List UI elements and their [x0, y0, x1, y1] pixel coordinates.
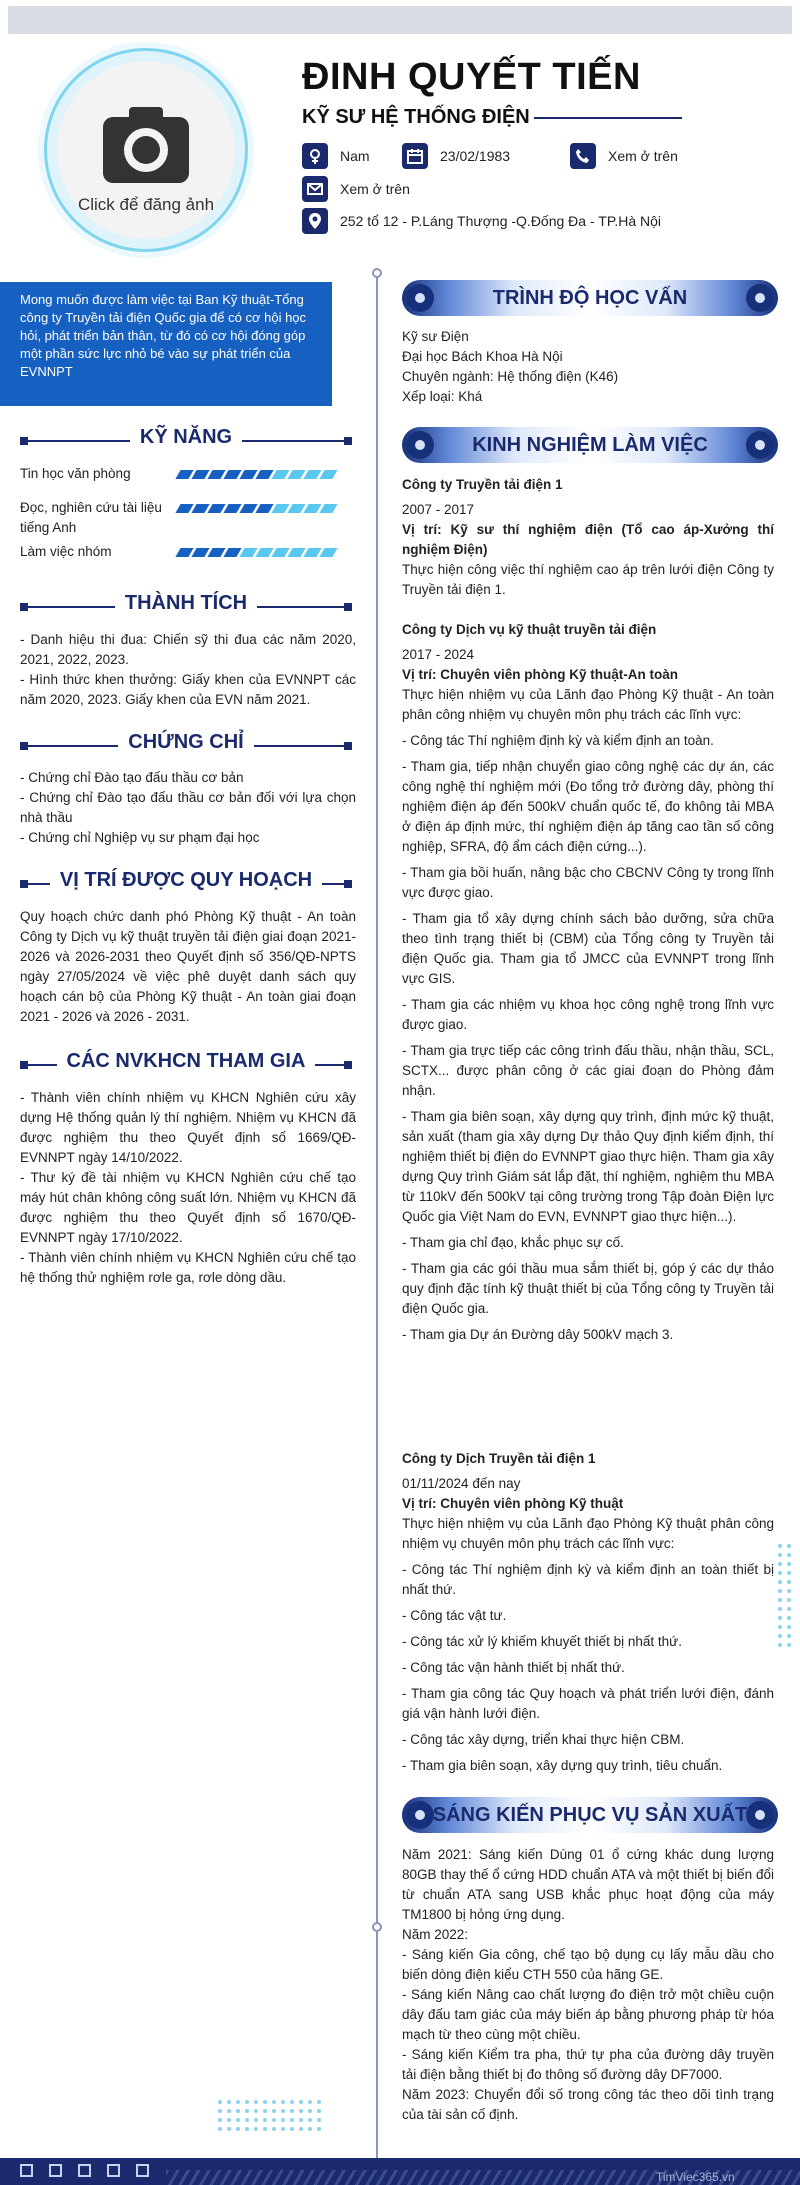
- decor-dots-bottom: [218, 2100, 321, 2131]
- decor-dot: [778, 1580, 782, 1584]
- decor-dot: [308, 2118, 312, 2122]
- timeline-dot-bottom: [372, 1922, 382, 1932]
- decor-dot: [236, 2100, 240, 2104]
- certificate-line: - Chứng chỉ Đào tạo đấu thầu cơ bản: [20, 770, 244, 785]
- job-duty: - Tham gia tổ xây dựng chính sách bảo dưỡng, sửa chữa theo tình trạng thiết bị (CBM) của Tổng công ty Truyền tải điện Quốc gia. Tham gia tổ JMCC của EVNNPT trong lĩnh vực GIS.: [402, 911, 774, 986]
- job-duty: - Tham gia biên soạn, xây dựng quy trình, tiêu chuẩn.: [402, 1758, 723, 1773]
- job-description: Thực hiện nhiệm vụ của Lãnh đạo Phòng Kỹ thuật phân công nhiệm vụ chuyên môn phụ trách các lĩnh vực:: [402, 1516, 774, 1551]
- decor-dot: [227, 2127, 231, 2131]
- decor-dot: [272, 2100, 276, 2104]
- innovation-line: Năm 2022:: [402, 1927, 469, 1942]
- achievement-line: - Danh hiệu thi đua: Chiến sỹ thi đua các năm 2020, 2021, 2022, 2023.: [20, 632, 356, 667]
- certificates-title: CHỨNG CHỈ: [118, 731, 253, 753]
- upload-photo-label: Click để đăng ảnh: [77, 195, 215, 214]
- job-position: Vị trí: Kỹ sư thí nghiệm điện (Tổ cao áp-Xưởng thí nghiệm Điện): [402, 522, 774, 557]
- job-period: 01/11/2024 đến nay: [402, 1476, 521, 1491]
- timeline-dot-top: [372, 268, 382, 278]
- planning-body: Quy hoạch chức danh phó Phòng Kỹ thuật - An toàn Công ty Dịch vụ kỹ thuật truyền tải điện giai đoạn 2021-2026 và 2026-2031 theo Quyết định số 356/QĐ-NPTS ngày 27/05/2024 về việc phê duyệt danh sách quy hoạch cán bộ của Phòng Kỹ thuật - An toàn giai đoạn 2021 - 2026 và 2026 - 2031.: [20, 909, 356, 1024]
- decor-dot: [787, 1598, 791, 1602]
- decor-dot: [299, 2109, 303, 2113]
- decor-dot: [263, 2118, 267, 2122]
- job-entry: [402, 620, 774, 1345]
- job-duty: - Công tác Thí nghiệm định kỳ và kiểm định an toàn.: [402, 733, 714, 748]
- decor-dot: [227, 2118, 231, 2122]
- education-line: Đại học Bách Khoa Hà Nội: [402, 349, 563, 364]
- education-line: Xếp loại: Khá: [402, 389, 483, 404]
- decor-dot: [299, 2127, 303, 2131]
- skill-segment: [319, 548, 337, 557]
- skill-segment: [319, 470, 337, 479]
- decor-dot: [254, 2127, 258, 2131]
- job-company: Công ty Dịch Truyền tải điện 1: [402, 1451, 596, 1466]
- dob-row: [402, 143, 510, 169]
- education-line: Chuyên ngành: Hệ thống điện (K46): [402, 369, 619, 384]
- certificates-heading: [20, 731, 352, 761]
- skill-level-bar: [178, 548, 335, 557]
- avatar-upload[interactable]: [44, 48, 248, 252]
- skill-level-bar: [178, 504, 335, 513]
- decor-dot: [787, 1607, 791, 1611]
- decor-dot: [236, 2118, 240, 2122]
- decor-dot: [787, 1580, 791, 1584]
- decor-dot: [778, 1625, 782, 1629]
- decor-dot: [263, 2127, 267, 2131]
- job-duty: - Tham gia trực tiếp các công trình đấu thầu, nhận thầu, SCL, SCTX... được phân công ở các giai đoạn do Phòng đảm nhận.: [402, 1043, 774, 1098]
- phone-row: [570, 143, 678, 169]
- job-title: KỸ SƯ HỆ THỐNG ĐIỆN: [302, 106, 530, 128]
- achievements-heading: [20, 592, 352, 622]
- decor-dot: [263, 2100, 267, 2104]
- decor-dot: [227, 2109, 231, 2113]
- job-description: Thực hiện nhiệm vụ của Lãnh đạo Phòng Kỹ thuật - An toàn phân công nhiệm vụ chuyên môn phụ trách các lĩnh vực:: [402, 687, 774, 722]
- watermark: TimViec365.vn: [656, 2170, 735, 2184]
- timeline-line: [376, 272, 378, 2160]
- research-line: - Thành viên chính nhiệm vụ KHCN Nghiên cứu chế tạo hệ thống thử nghiệm rơle ga, rơle dòng dầu.: [20, 1250, 356, 1285]
- decor-dot: [778, 1607, 782, 1611]
- decor-dot: [308, 2109, 312, 2113]
- research-heading: [20, 1050, 352, 1080]
- decor-dot: [778, 1616, 782, 1620]
- job-period: 2007 - 2017: [402, 502, 475, 517]
- job-duty: - Công tác xử lý khiếm khuyết thiết bị nhất thứ.: [402, 1634, 682, 1649]
- decor-dot: [778, 1598, 782, 1602]
- decor-dot: [218, 2127, 222, 2131]
- innovation-body: [402, 1845, 774, 2125]
- title-divider: [534, 117, 682, 119]
- education-line: Kỹ sư Điện: [402, 329, 469, 344]
- skill-name: Đọc, nghiên cứu tài liệu tiếng Anh: [20, 500, 162, 535]
- planning-title: VỊ TRÍ ĐƯỢC QUY HOẠCH: [50, 869, 322, 891]
- innovation-line: Năm 2023: Chuyển đổi số trong công tác theo dõi tình trạng của tài sản cố định.: [402, 2087, 774, 2122]
- job-entry: [402, 1449, 774, 1776]
- gender-value: Nam: [340, 148, 370, 164]
- calendar-icon: [402, 143, 428, 169]
- decor-dot: [299, 2100, 303, 2104]
- dob-value: 23/02/1983: [440, 148, 511, 164]
- email-row: [302, 176, 410, 202]
- skill-name: Làm việc nhóm: [20, 544, 112, 559]
- job-duty: - Công tác vật tư.: [402, 1608, 507, 1623]
- decor-dot: [778, 1643, 782, 1647]
- decor-dot: [281, 2118, 285, 2122]
- decor-dot: [245, 2109, 249, 2113]
- job-duty: - Tham gia các nhiệm vụ khoa học công nghệ trong lĩnh vực được giao.: [402, 997, 774, 1032]
- decor-dot: [290, 2118, 294, 2122]
- decor-dot: [272, 2109, 276, 2113]
- research-title: CÁC NVKHCN THAM GIA: [57, 1050, 316, 1072]
- certificates-body: [20, 768, 356, 848]
- decor-dot: [254, 2109, 258, 2113]
- innovation-line: - Sáng kiến Gia công, chế tạo bộ dụng cụ lấy mẫu dầu cho biến dòng điện kiểu CTH 550 của hãng GE.: [402, 1947, 774, 1982]
- skills-title: KỸ NĂNG: [130, 426, 242, 448]
- job-duty: - Công tác xây dựng, triển khai thực hiện CBM.: [402, 1732, 685, 1747]
- decor-dot: [218, 2109, 222, 2113]
- job-duty: - Tham gia công tác Quy hoạch và phát triển lưới điện, đánh giá vận hành lưới điện.: [402, 1686, 774, 1721]
- decor-dot: [778, 1553, 782, 1557]
- decor-dot: [317, 2127, 321, 2131]
- decor-dot: [787, 1544, 791, 1548]
- decor-dot: [272, 2127, 276, 2131]
- decor-dot: [245, 2100, 249, 2104]
- phone-icon: [570, 143, 596, 169]
- skill-level-bar: [178, 470, 335, 479]
- job-duty: - Tham gia bồi huấn, nâng bậc cho CBCNV Công ty trong lĩnh vực được giao.: [402, 865, 774, 900]
- decor-dot: [263, 2109, 267, 2113]
- career-objective: Mong muốn được làm việc tại Ban Kỹ thuật-Tổng công ty Truyền tải điện Quốc gia để có cơ hội học hỏi, phát triển bản thân, từ đó có cơ hội đóng góp một phần sức lực nhỏ bé vào sự phát triển của EVNNPT: [0, 282, 332, 406]
- job-company: Công ty Truyền tải điện 1: [402, 477, 563, 492]
- job-description: Thực hiện công việc thí nghiệm cao áp trên lưới điện Công ty Truyền tải điện 1.: [402, 562, 774, 597]
- innovation-line: - Sáng kiến Nâng cao chất lượng đo điện trở một chiều cuộn dây đấu tam giác của máy biến áp bằng phương pháp từ hóa mạch từ theo cùng một chiều.: [402, 1987, 774, 2042]
- decor-dot: [317, 2109, 321, 2113]
- gender-row: [302, 143, 370, 169]
- achievement-line: - Hình thức khen thưởng: Giấy khen của EVNNPT các năm 2020, 2023. Giấy khen của EVN năm 2021.: [20, 672, 356, 707]
- job-duty: - Công tác Thí nghiệm định kỳ và kiểm định an toàn thiết bị nhất thứ.: [402, 1562, 774, 1597]
- decor-dot: [778, 1571, 782, 1575]
- decor-dot: [778, 1544, 782, 1548]
- footer-squares: [20, 2164, 149, 2177]
- decor-dot: [290, 2100, 294, 2104]
- decor-dot: [227, 2100, 231, 2104]
- decor-dot: [281, 2100, 285, 2104]
- decor-dot: [787, 1571, 791, 1575]
- decor-dot: [787, 1616, 791, 1620]
- achievements-title: THÀNH TÍCH: [115, 592, 257, 614]
- decor-dot: [787, 1625, 791, 1629]
- email-icon: [302, 176, 328, 202]
- job-duty: - Tham gia chỉ đạo, khắc phục sự cố.: [402, 1235, 624, 1250]
- planning-heading: [20, 869, 352, 899]
- innovation-title: SÁNG KIẾN PHỤC VỤ SẢN XUẤT: [432, 1804, 748, 1826]
- candidate-name: ĐINH QUYẾT TIẾN: [302, 56, 641, 98]
- location-pin-icon: [302, 208, 328, 234]
- decor-dot: [787, 1553, 791, 1557]
- decor-dot: [787, 1643, 791, 1647]
- email-value: Xem ở trên: [340, 181, 410, 197]
- decor-dot: [290, 2127, 294, 2131]
- research-line: - Thư ký đề tài nhiệm vụ KHCN Nghiên cứu chế tạo máy hút chân không công suất lớn. Nhiệm vụ KHCN đã được nghiệm thu theo Quyết định số 1670/QĐ-EVNNPT ngày 17/10/2022.: [20, 1170, 356, 1245]
- decor-dot: [245, 2118, 249, 2122]
- experience-heading: [402, 427, 778, 463]
- decor-dot: [317, 2118, 321, 2122]
- job-duty: - Tham gia biên soạn, xây dựng quy trình, định mức kỹ thuật, sản xuất (tham gia xây dựng Dự thảo Quy định kiểm định, thí nghiệm thiết bị điện do EVNNPT giao thực hiện. Tham gia xây dựng Quy trình Giám sát lắp đặt, thí nghiệm, nghiệm thu MBA từ 110kV đến 500kV tại công trường trong Tập đoàn Điện lực Quốc gia Việt Nam do EVN, EVNNPT giao thực hiện...).: [402, 1109, 774, 1224]
- camera-icon: [101, 99, 191, 189]
- decor-dot: [317, 2100, 321, 2104]
- decor-dot: [218, 2118, 222, 2122]
- gender-icon: [302, 143, 328, 169]
- achievements-body: [20, 630, 356, 710]
- certificate-line: - Chứng chỉ Đào tạo đấu thầu cơ bản đối với lựa chọn nhà thầu: [20, 790, 356, 825]
- decor-dot: [787, 1589, 791, 1593]
- education-title: TRÌNH ĐỘ HỌC VẤN: [492, 287, 688, 309]
- innovation-heading: [402, 1797, 778, 1833]
- certificate-line: - Chứng chỉ Nghiệp vụ sư phạm đại học: [20, 830, 260, 845]
- decor-dot: [236, 2127, 240, 2131]
- experience-title: KINH NGHIỆM LÀM VIỆC: [472, 434, 708, 456]
- decor-dot: [245, 2127, 249, 2131]
- decor-dot: [299, 2118, 303, 2122]
- decor-dot: [778, 1589, 782, 1593]
- job-company: Công ty Dịch vụ kỹ thuật truyền tải điện: [402, 622, 657, 637]
- job-duty: - Tham gia các gói thầu mua sắm thiết bị, góp ý các dự thảo quy định đặc tính kỹ thuật thiết bị của Tổng công ty Truyền tải điện Quốc gia.: [402, 1261, 774, 1316]
- decor-dot: [254, 2100, 258, 2104]
- innovation-line: - Sáng kiến Kiểm tra pha, thứ tự pha của đường dây truyền tải điện bằng thiết bị đo thông số đường dây DF7000.: [402, 2047, 774, 2082]
- skill-name: Tin học văn phòng: [20, 466, 131, 481]
- decor-dot: [787, 1634, 791, 1638]
- decor-dot: [236, 2109, 240, 2113]
- decor-dot: [281, 2109, 285, 2113]
- education-heading: [402, 280, 778, 316]
- education-body: [402, 327, 774, 407]
- research-body: [20, 1088, 356, 1288]
- decor-dot: [308, 2127, 312, 2131]
- decor-dots-right: [778, 1544, 791, 1647]
- job-position: Vị trí: Chuyên viên phòng Kỹ thuật-An toàn: [402, 667, 678, 682]
- top-band: [8, 6, 792, 34]
- address-row: [302, 208, 661, 234]
- job-duty: - Tham gia, tiếp nhận chuyển giao công nghệ các dự án, các công nghệ thí nghiệm mới (Đo tổng trở đường dây, phòng thí nghiệm điện áp đến 500kV chuẩn quốc tế, đo không tải MBA ở điện áp định mức, thí nghiệm điện áp tăng cao tần số công nghiệp, SFRA, độ ẩm cách điện cứng...).: [402, 759, 774, 854]
- decor-dot: [778, 1562, 782, 1566]
- phone-value: Xem ở trên: [608, 148, 678, 164]
- research-line: - Thành viên chính nhiệm vụ KHCN Nghiên cứu xây dựng Hệ thống quản lý thí nghiệm. Nhiệm vụ KHCN đã được nghiệm thu theo Quyết định số 1669/QĐ-EVNNPT ngày 14/10/2022.: [20, 1090, 356, 1165]
- decor-dot: [272, 2118, 276, 2122]
- decor-dot: [254, 2118, 258, 2122]
- innovation-line: Năm 2021: Sáng kiến Dùng 01 ổ cứng khác dung lượng 80GB thay thế ổ cứng HDD chuẩn ATA và một thiết bị biến đổi từ chuẩn ATA sang USB khắc phục hoạt động của máy TM1800 bị hỏng ứng dụng.: [402, 1847, 774, 1922]
- skill-segment: [319, 504, 337, 513]
- job-duty: - Tham gia Dự án Đường dây 500kV mạch 3.: [402, 1327, 674, 1342]
- decor-dot: [787, 1562, 791, 1566]
- job-period: 2017 - 2024: [402, 647, 475, 662]
- decor-dot: [778, 1634, 782, 1638]
- job-duty: - Công tác vận hành thiết bị nhất thứ.: [402, 1660, 625, 1675]
- decor-dot: [218, 2100, 222, 2104]
- job-entry: [402, 475, 774, 600]
- decor-dot: [308, 2100, 312, 2104]
- address-value: 252 tổ 12 - P.Láng Thượng -Q.Đống Đa - TP.Hà Nội: [340, 213, 662, 229]
- decor-dot: [290, 2109, 294, 2113]
- skills-heading: [20, 426, 352, 456]
- decor-dot: [281, 2127, 285, 2131]
- job-position: Vị trí: Chuyên viên phòng Kỹ thuật: [402, 1496, 624, 1511]
